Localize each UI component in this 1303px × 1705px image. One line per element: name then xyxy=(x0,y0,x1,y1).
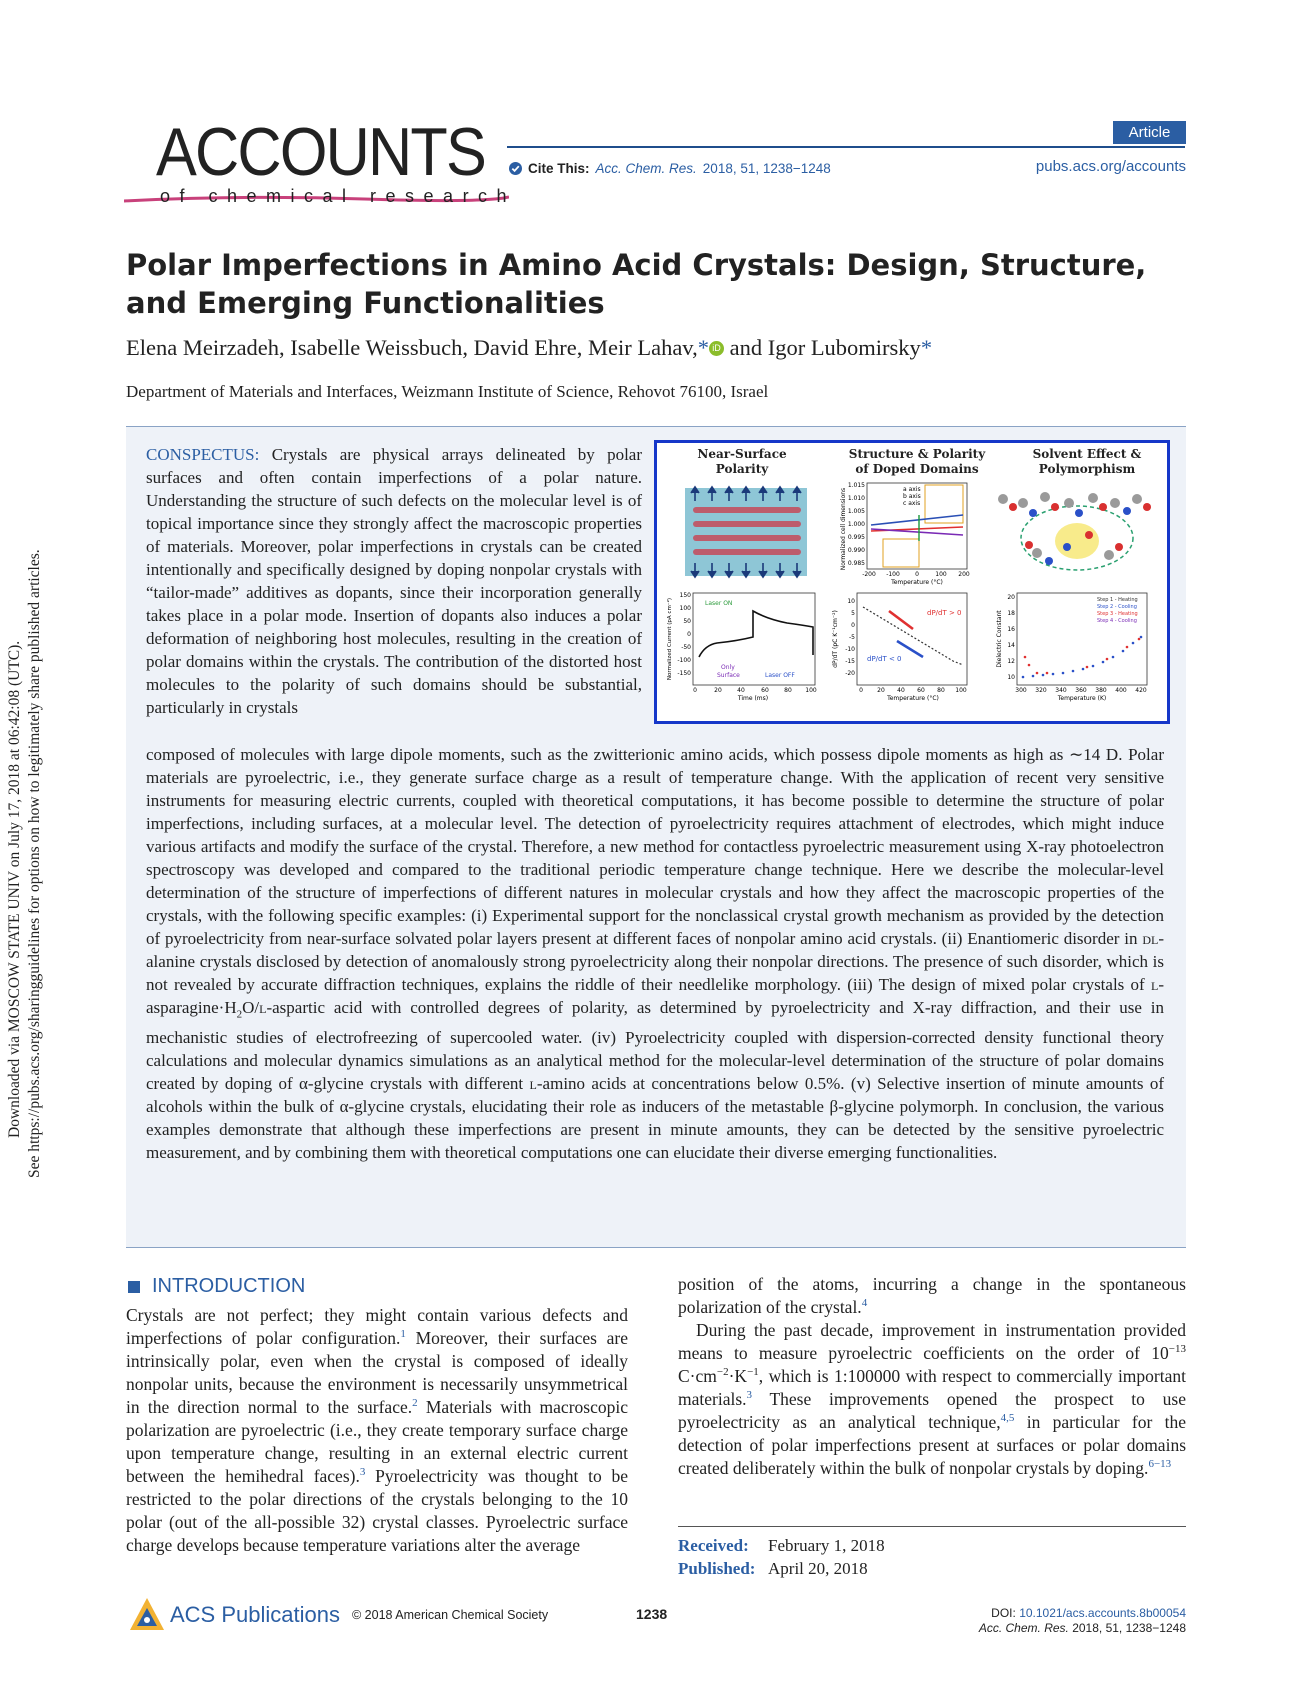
article-type-badge: Article xyxy=(1113,121,1186,144)
p5-ytick-5: -15 xyxy=(845,658,855,665)
cite-this[interactable] xyxy=(509,161,831,176)
copyright: © 2018 American Chemical Society xyxy=(352,1608,549,1622)
p2-ylabel: Normalized cell dimensions xyxy=(840,487,847,571)
orcid-icon[interactable]: iD xyxy=(709,341,724,356)
conspectus-part2b: -alanine crystals disclosed by detection of anomalously strong pyroelectricity along their nonpolar directions. The presence of such disorder, which is not revealed by accurate diffraction techniques, explains the riddle of their needlelike morphology. (iii) The design of mixed polar crystals of xyxy=(146,929,1164,994)
p4-laser-on: Laser ON xyxy=(705,600,733,607)
panel3-molecules xyxy=(998,492,1151,570)
p4-ytick-5: -100 xyxy=(677,657,691,664)
affiliation: Department of Materials and Interfaces, Weizmann Institute of Science, Rehovot 76100, Israel xyxy=(126,382,769,401)
conspectus-part2c: -asparagine·H xyxy=(146,975,1164,1017)
intro-left-text: Pyroelectricity was thought to be restricted to the polar directions of the crystals belonging to the 10 polar (out of the all-possible 32) crystal classes. Pyroelectric surface charge develops because temperature variations alter the average xyxy=(126,1466,628,1555)
published-row xyxy=(678,1557,885,1580)
conspectus-label: CONSPECTUS: xyxy=(146,445,260,464)
panel1-title-a: Near-Surface xyxy=(697,447,787,461)
p4-surface: Surface xyxy=(717,672,740,679)
p4-xtick-5: 100 xyxy=(805,687,817,694)
conspectus-graphic xyxy=(654,440,1170,724)
p6-xlabel: Temperature (K) xyxy=(1057,695,1107,702)
p4-ytick-3: 0 xyxy=(687,631,691,638)
corresponding-star-2[interactable]: * xyxy=(920,335,933,360)
conspectus-text-top xyxy=(146,443,642,719)
doi-line xyxy=(900,1606,1186,1621)
p6-xtick-2: 340 xyxy=(1055,687,1067,694)
panel4-chart xyxy=(666,592,817,702)
published-label: Published: xyxy=(678,1559,756,1578)
p4-ylabel: Normalized Current (pA cm⁻²) xyxy=(667,597,673,681)
p5-ytick-2: 0 xyxy=(851,622,855,629)
intro-left-text: Crystals are not perfect; they might contain various defects and imperfections of polar configuration. xyxy=(126,1305,628,1348)
p2-ytick-3: 1.000 xyxy=(847,521,865,528)
panel3-title-a: Solvent Effect & xyxy=(1032,447,1142,461)
p5-xtick-0: 0 xyxy=(859,687,863,694)
doi-block xyxy=(900,1606,1186,1636)
conspectus-text-bottom xyxy=(146,743,1164,1164)
ref-journal: Acc. Chem. Res. xyxy=(978,1621,1069,1635)
cite-volume[interactable]: 2018, 51, 1238−1248 xyxy=(702,161,831,176)
conspectus-part2d: O/ xyxy=(242,998,260,1017)
p2-xtick-0: -200 xyxy=(862,571,876,578)
published-date: April 20, 2018 xyxy=(768,1559,868,1578)
p2-ytick-6: 0.985 xyxy=(847,560,865,567)
p5-pos-label: dP/dT > 0 xyxy=(927,609,962,617)
publisher-name[interactable]: ACS Publications xyxy=(170,1602,340,1627)
reference-citation[interactable]: 1 xyxy=(400,1328,406,1341)
watermark-line-1: Downloaded via MOSCOW STATE UNIV on July 17, 2018 at 06:42:08 (UTC). xyxy=(6,640,23,1138)
intro-right-text: , which is 1:100000 with respect to commercially important materials. xyxy=(678,1366,1186,1409)
p5-xlabel: Temperature (°C) xyxy=(887,695,939,702)
conspectus-part2f: -amino acids at concentrations below 0.5%. (v) Selective insertion of minute amounts of alcohols within the bulk of α-glycine crystals, elucidating their role as inducers of the metastable β-glycine polymorph. In conclusion, the various examples demonstrate that although these imperfections are present in minute amounts, they can be detected by the sensitive pyroelectric measurement, and by combining them with theoretical computations one can elucidate their diverse emerging functionalities. xyxy=(146,1074,1165,1163)
reference-citation[interactable]: 3 xyxy=(359,1466,366,1479)
p4-xtick-0: 0 xyxy=(693,687,697,694)
received-label: Received: xyxy=(678,1536,749,1555)
dates-rule xyxy=(678,1526,1186,1527)
reference-citation[interactable]: 4 xyxy=(861,1297,868,1310)
exponent: −2 xyxy=(716,1366,729,1379)
intro-right-text: position of the atoms, incurring a change in the spontaneous polarization of the crystal. xyxy=(678,1274,1186,1317)
p5-ytick-0: 10 xyxy=(847,598,855,605)
conspectus-part2a: composed of molecules with large dipole moments, such as the zwitterionic amino acids, which possess dipole moments as high as ∼14 D. Polar materials are pyroelectric, i.e., they generate surface charge as a result of temperature change. With the application of recent very sensitive instruments for measuring electric currents, coupled with theoretical computations, it has become possible to determine the structure of polar imperfections, including surfaces, at a molecular level. The detection of pyroelectricity requires attachment of electrodes, which might induce various artifacts and modify the surface of the crystal. Therefore, a new method for contactless pyroelectric measurement using X-ray photoelectron spectroscopy was developed and compared to the traditional periodic temperature change technique. Here we describe the molecular-level determination of the structure of imperfections of different natures in molecular crystals and how they affect the macroscopic properties of the crystals, with the following specific examples: (i) Experimental support for the nonclassical crystal growth mechanism as provided by the detection of pyroelectricity from near-surface solvated polar layers present at different faces of nonpolar amino acid crystals. (ii) Enantiomeric disorder in xyxy=(146,745,1164,948)
p6-ytick-3: 14 xyxy=(1007,642,1015,649)
small-caps-l: l xyxy=(259,998,267,1017)
panel5-chart xyxy=(832,593,967,702)
doi-label: DOI: xyxy=(991,1606,1020,1620)
p5-ytick-3: -5 xyxy=(849,634,855,641)
p6-ytick-4: 12 xyxy=(1007,658,1015,665)
panel6-chart xyxy=(996,593,1147,702)
p5-ytick-6: -20 xyxy=(845,670,855,677)
acs-logo-icon[interactable] xyxy=(128,1596,166,1634)
reference-citation[interactable]: 3 xyxy=(746,1389,753,1402)
p2-xtick-4: 200 xyxy=(958,571,970,578)
intro-right-column xyxy=(678,1273,1186,1480)
cite-label: Cite This: xyxy=(528,161,590,176)
p5-xtick-2: 40 xyxy=(897,687,905,694)
exponent: −1 xyxy=(747,1366,759,1379)
small-caps-l: l xyxy=(1150,975,1159,994)
p5-ytick-1: 5 xyxy=(851,610,855,617)
author-names-b: and Igor Lubomirsky xyxy=(723,335,921,360)
p4-ytick-2: 50 xyxy=(683,618,691,625)
p2-xlabel: Temperature (°C) xyxy=(891,579,943,586)
journal-url-link[interactable]: pubs.acs.org/accounts xyxy=(1035,158,1186,175)
p4-ytick-4: -50 xyxy=(681,644,691,651)
p6-ytick-0: 20 xyxy=(1007,594,1015,601)
panel1-crystal xyxy=(685,487,807,577)
p4-ytick-6: -150 xyxy=(677,670,691,677)
introduction-title: INTRODUCTION xyxy=(152,1275,306,1297)
article-dates xyxy=(678,1534,885,1580)
small-caps-l: l xyxy=(529,1074,537,1094)
p2-ytick-4: 0.995 xyxy=(847,534,865,541)
p2-ytick-5: 0.990 xyxy=(847,547,865,554)
p4-xtick-1: 20 xyxy=(714,687,722,694)
p4-laser-off: Laser OFF xyxy=(765,672,795,679)
p2-ytick-0: 1.015 xyxy=(847,482,865,489)
p5-ytick-4: -10 xyxy=(845,646,855,653)
received-row xyxy=(678,1534,885,1557)
p6-xtick-0: 300 xyxy=(1015,687,1027,694)
p4-xtick-3: 60 xyxy=(761,687,769,694)
p5-xtick-1: 20 xyxy=(877,687,885,694)
ref-volume: 2018, 51, 1238−1248 xyxy=(1068,1621,1186,1635)
graphic-panels xyxy=(657,443,1167,721)
p5-neg-label: dP/dT < 0 xyxy=(867,655,902,663)
doi-link[interactable]: 10.1021/acs.accounts.8b00054 xyxy=(1019,1606,1186,1620)
p5-xtick-4: 80 xyxy=(937,687,945,694)
check-circle-icon xyxy=(509,162,522,175)
p2-legend-c: c axis xyxy=(903,500,921,507)
intro-right-text: During the past decade, improvement in instrumentation provided means to measure pyroelectric coefficients on the order of 10 xyxy=(678,1320,1186,1363)
exponent: −13 xyxy=(1168,1343,1186,1356)
intro-right-text: in particular for the detection of polar imperfections present at surfaces or polar domains created deliberately within the bulk of nonpolar crystals by doping. xyxy=(678,1412,1186,1478)
received-date: February 1, 2018 xyxy=(768,1536,885,1555)
p6-legend-4: Step 4 - Cooling xyxy=(1097,618,1137,624)
p6-legend-2: Step 2 - Cooling xyxy=(1097,604,1137,610)
intro-right-paragraph-2 xyxy=(678,1319,1186,1480)
p6-xtick-6: 420 xyxy=(1135,687,1147,694)
page-number: 1238 xyxy=(636,1606,668,1622)
header-rule xyxy=(507,146,1185,148)
p6-ytick-1: 18 xyxy=(1007,610,1015,617)
watermark-line-2: See https://pubs.acs.org/sharingguidelines for options on how to legitimately share published articles. xyxy=(26,549,43,1178)
small-caps-dl: dl xyxy=(1142,929,1159,948)
intro-left-text: Materials with macroscopic polarization are pyroelectric (i.e., they create temporary surface charge upon temperature change, resulting in an external electric current between the hemihedral faces). xyxy=(126,1397,628,1486)
reference-citation[interactable]: 6−13 xyxy=(1148,1458,1172,1471)
intro-right-text: ·K xyxy=(728,1366,748,1386)
p2-xtick-3: 100 xyxy=(935,571,947,578)
subscript-2: 2 xyxy=(236,1008,243,1021)
p4-ytick-0: 150 xyxy=(679,592,691,599)
p2-legend-a: a axis xyxy=(903,486,921,493)
p2-legend-b: b axis xyxy=(903,493,921,500)
intro-right-text: These improvements opened the prospect to use pyroelectricity as an analytical technique, xyxy=(678,1389,1186,1432)
panel2-chart xyxy=(840,482,970,586)
panel3-title-b: Polymorphism xyxy=(1038,462,1136,476)
p6-ytick-2: 16 xyxy=(1007,626,1015,633)
article-title: Polar Imperfections in Amino Acid Crystals: Design, Structure, and Emerging Functionalities xyxy=(126,248,1147,320)
intro-right-paragraph-1 xyxy=(678,1273,1186,1319)
conspectus-part2e: -aspartic acid with controlled degrees of polarity, as determined by pyroelectricity and X-ray diffraction, and their use in mechanistic studies of electrofreezing of supercooled water. (iv) Pyroelectricity coupled with dispersion-corrected density functional theory calculations and molecular dynamics simulations as an analytical method for the molecular-level determination of the structure of polar domains created by doping of α-glycine crystals with different xyxy=(146,998,1164,1094)
p5-xtick-3: 60 xyxy=(917,687,925,694)
section-square-icon xyxy=(128,1281,140,1293)
p5-xtick-5: 100 xyxy=(955,687,967,694)
p6-ylabel: Dielectric Constant xyxy=(996,610,1003,668)
conspectus-part1: Crystals are physical arrays delineated by polar surfaces and often contain imperfections of a polar nature. Understanding the structure of such defects on the molecular level is of topical importance since they strongly affect the macroscopic properties of materials. Moreover, polar imperfections in crystals can be created intentionally and specifically designed by doping nonpolar crystals with “tailor-made” additives as dopants, since their incorporation generally takes place in a polar mode. Insertion of dopants also induces a polar deformation of neighboring host molecules, resulting in the creation of polar domains within the crystals. The contribution of the distorted host molecules to the polarity of such domains should be substantial, particularly in crystals xyxy=(146,445,642,717)
p6-xtick-3: 360 xyxy=(1075,687,1087,694)
p4-xlabel: Time (ms) xyxy=(737,695,769,702)
p6-xtick-4: 380 xyxy=(1095,687,1107,694)
p5-ylabel: dP/dT (pC K⁻¹cm⁻²) xyxy=(832,610,839,668)
intro-right-text: C·cm xyxy=(678,1366,717,1386)
p4-ytick-1: 100 xyxy=(679,605,691,612)
cite-journal[interactable]: Acc. Chem. Res. xyxy=(595,161,697,176)
p4-only: Only xyxy=(721,664,735,671)
reference-citation[interactable]: 4,5 xyxy=(1000,1412,1015,1425)
p6-legend-3: Step 3 - Heating xyxy=(1097,611,1138,617)
panel2-title-a: Structure & Polarity xyxy=(848,447,986,461)
reference-citation[interactable]: 2 xyxy=(412,1397,418,1410)
download-watermark xyxy=(0,0,60,1705)
ref-line xyxy=(900,1621,1186,1636)
p2-ytick-2: 1.005 xyxy=(847,508,865,515)
intro-left-column xyxy=(126,1304,628,1557)
journal-logo-word: ACCOUNTS xyxy=(156,114,486,190)
panel1-title-b: Polarity xyxy=(715,462,769,476)
corresponding-star-1[interactable]: * xyxy=(697,335,709,360)
p2-xtick-2: 0 xyxy=(915,571,919,578)
p6-xtick-1: 320 xyxy=(1035,687,1047,694)
p4-xtick-2: 40 xyxy=(737,687,745,694)
p4-xtick-4: 80 xyxy=(784,687,792,694)
p6-legend-1: Step 1 - Heating xyxy=(1097,597,1138,603)
intro-left-text: Moreover, their surfaces are intrinsically polar, even when the crystal is composed of ideally nonpolar units, because the environment is necessarily unsymmetrical in the direction normal to the surface. xyxy=(126,1328,629,1417)
p6-ytick-5: 10 xyxy=(1007,674,1015,681)
p2-ytick-1: 1.010 xyxy=(847,495,865,502)
p2-xtick-1: -100 xyxy=(886,571,900,578)
panel2-title-b: of Doped Domains xyxy=(855,462,979,476)
author-names-a: Elena Meirzadeh, Isabelle Weissbuch, David Ehre, Meir Lahav, xyxy=(126,335,698,360)
author-list xyxy=(126,335,932,361)
p6-xtick-5: 400 xyxy=(1115,687,1127,694)
introduction-heading xyxy=(128,1275,305,1298)
journal-logo-subtitle: of chemical research xyxy=(160,186,517,206)
